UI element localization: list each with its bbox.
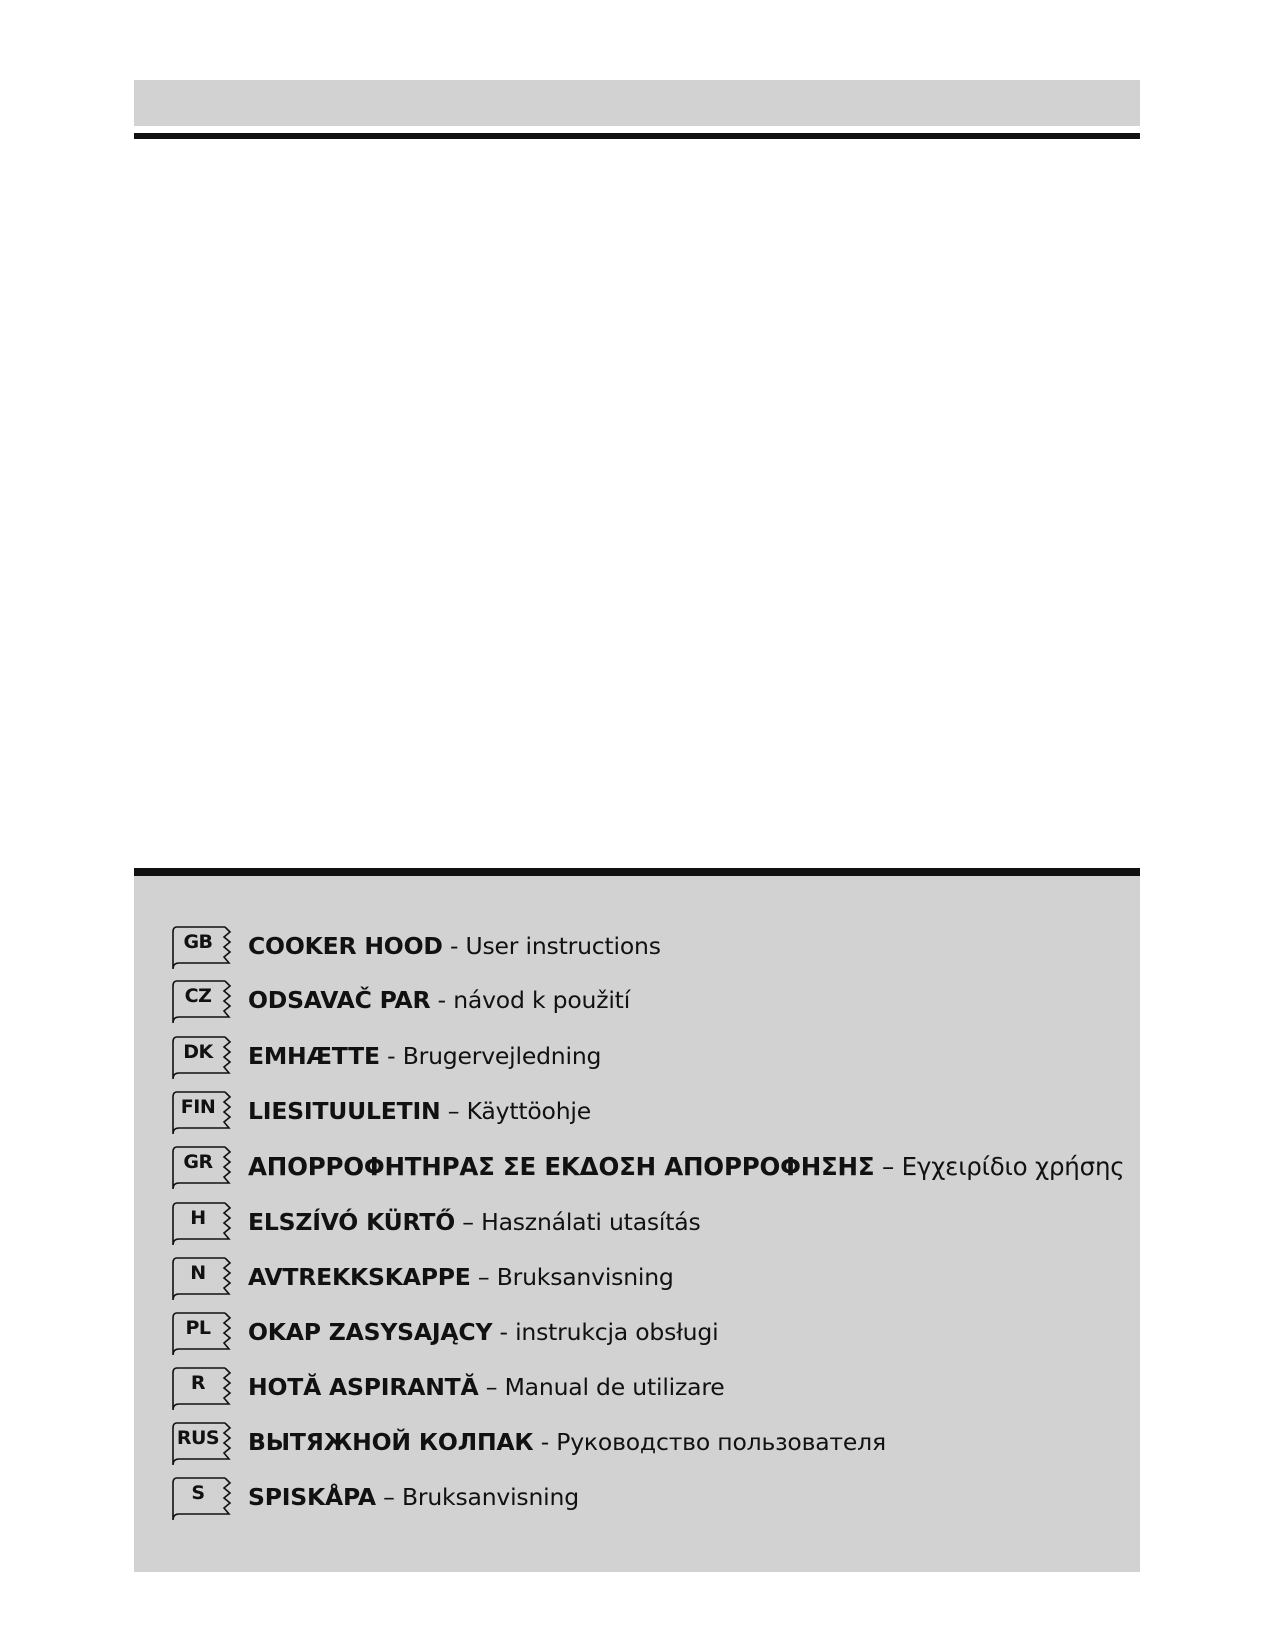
separator: - <box>492 1318 516 1346</box>
language-flag-icon <box>171 1309 233 1355</box>
separator: - <box>430 986 454 1014</box>
product-name: SPISKÅPA <box>248 1483 376 1511</box>
separator: - <box>379 1042 403 1070</box>
language-title <box>248 1318 718 1346</box>
language-row[interactable] <box>171 1199 1131 1245</box>
language-title <box>248 1042 601 1070</box>
language-title <box>248 986 630 1014</box>
language-code: PL <box>185 1317 211 1339</box>
product-name: EMHÆTTE <box>248 1042 380 1070</box>
language-flag-icon <box>171 977 233 1023</box>
language-flag-icon <box>171 1254 233 1300</box>
language-code: GR <box>183 1151 213 1173</box>
language-code: R <box>190 1372 206 1394</box>
manual-name: návod k použití <box>453 986 631 1014</box>
language-title <box>248 1097 591 1125</box>
language-code: FIN <box>180 1096 216 1118</box>
manual-name: Руководство пользователя <box>556 1428 886 1456</box>
product-name: ВЫТЯЖНОЙ КОЛПАК <box>248 1428 534 1456</box>
language-code: S <box>191 1482 205 1504</box>
language-title <box>248 1208 701 1236</box>
separator: – <box>874 1151 902 1181</box>
language-code: DK <box>183 1041 213 1063</box>
language-flag-icon <box>171 1474 233 1520</box>
manual-name: Bruksanvisning <box>496 1263 674 1291</box>
language-title <box>248 1263 674 1291</box>
language-row[interactable] <box>171 1309 1131 1355</box>
language-code: RUS <box>176 1427 220 1449</box>
language-flag-icon <box>171 1088 233 1134</box>
manual-name: Εγχειρίδιο χρήσης <box>901 1151 1125 1181</box>
language-row[interactable] <box>171 1419 1131 1465</box>
header-rule <box>134 133 1140 139</box>
language-flag-icon <box>171 1143 233 1189</box>
manual-name: Bruksanvisning <box>401 1483 579 1511</box>
product-name: ODSAVAČ PAR <box>248 986 431 1014</box>
language-row[interactable] <box>171 1474 1131 1520</box>
language-title <box>248 1373 725 1401</box>
manual-name: Käyttöohje <box>466 1097 591 1125</box>
separator: – <box>440 1097 467 1125</box>
product-name: ΑΠΟΡΡΟΦΗΤΗΡΑΣ ΣΕ ΕΚΔΟΣΗ ΑΠΟΡΡΟΦΗΣΗΣ <box>248 1151 875 1181</box>
language-row[interactable] <box>171 1364 1131 1410</box>
separator: - <box>533 1428 557 1456</box>
header-band <box>134 80 1140 126</box>
language-row[interactable] <box>171 977 1131 1023</box>
language-row[interactable] <box>171 923 1131 969</box>
product-name: LIESITUULETIN <box>248 1097 441 1125</box>
language-row[interactable] <box>171 1033 1131 1079</box>
manual-name: User instructions <box>465 932 661 960</box>
language-flag-icon <box>171 1199 233 1245</box>
language-code: CZ <box>184 985 212 1007</box>
language-title <box>248 1152 1124 1181</box>
product-name: HOTĂ ASPIRANTĂ <box>248 1373 479 1401</box>
manual-name: Manual de utilizare <box>504 1373 725 1401</box>
language-code: H <box>190 1207 206 1229</box>
language-code: GB <box>183 931 213 953</box>
language-flag-icon <box>171 1419 233 1465</box>
language-flag-icon <box>171 1033 233 1079</box>
language-title <box>248 1483 579 1511</box>
language-title <box>248 932 661 960</box>
language-flag-icon <box>171 923 233 969</box>
language-row[interactable] <box>171 1143 1131 1189</box>
product-name: COOKER HOOD <box>248 932 443 960</box>
language-title <box>248 1428 886 1456</box>
product-name: OKAP ZASYSAJĄCY <box>248 1318 493 1346</box>
manual-name: Használati utasítás <box>481 1208 701 1236</box>
separator: – <box>455 1208 482 1236</box>
manual-name: Brugervejledning <box>402 1042 602 1070</box>
language-flag-icon <box>171 1364 233 1410</box>
separator: – <box>375 1483 402 1511</box>
separator: - <box>442 932 466 960</box>
separator: – <box>478 1373 505 1401</box>
product-name: ELSZÍVÓ KÜRTŐ <box>248 1208 455 1236</box>
language-row[interactable] <box>171 1088 1131 1134</box>
panel-rule <box>134 868 1140 876</box>
separator: – <box>470 1263 497 1291</box>
language-code: N <box>190 1262 206 1284</box>
manual-name: instrukcja obsługi <box>515 1318 719 1346</box>
language-row[interactable] <box>171 1254 1131 1300</box>
product-name: AVTREKKSKAPPE <box>248 1263 471 1291</box>
